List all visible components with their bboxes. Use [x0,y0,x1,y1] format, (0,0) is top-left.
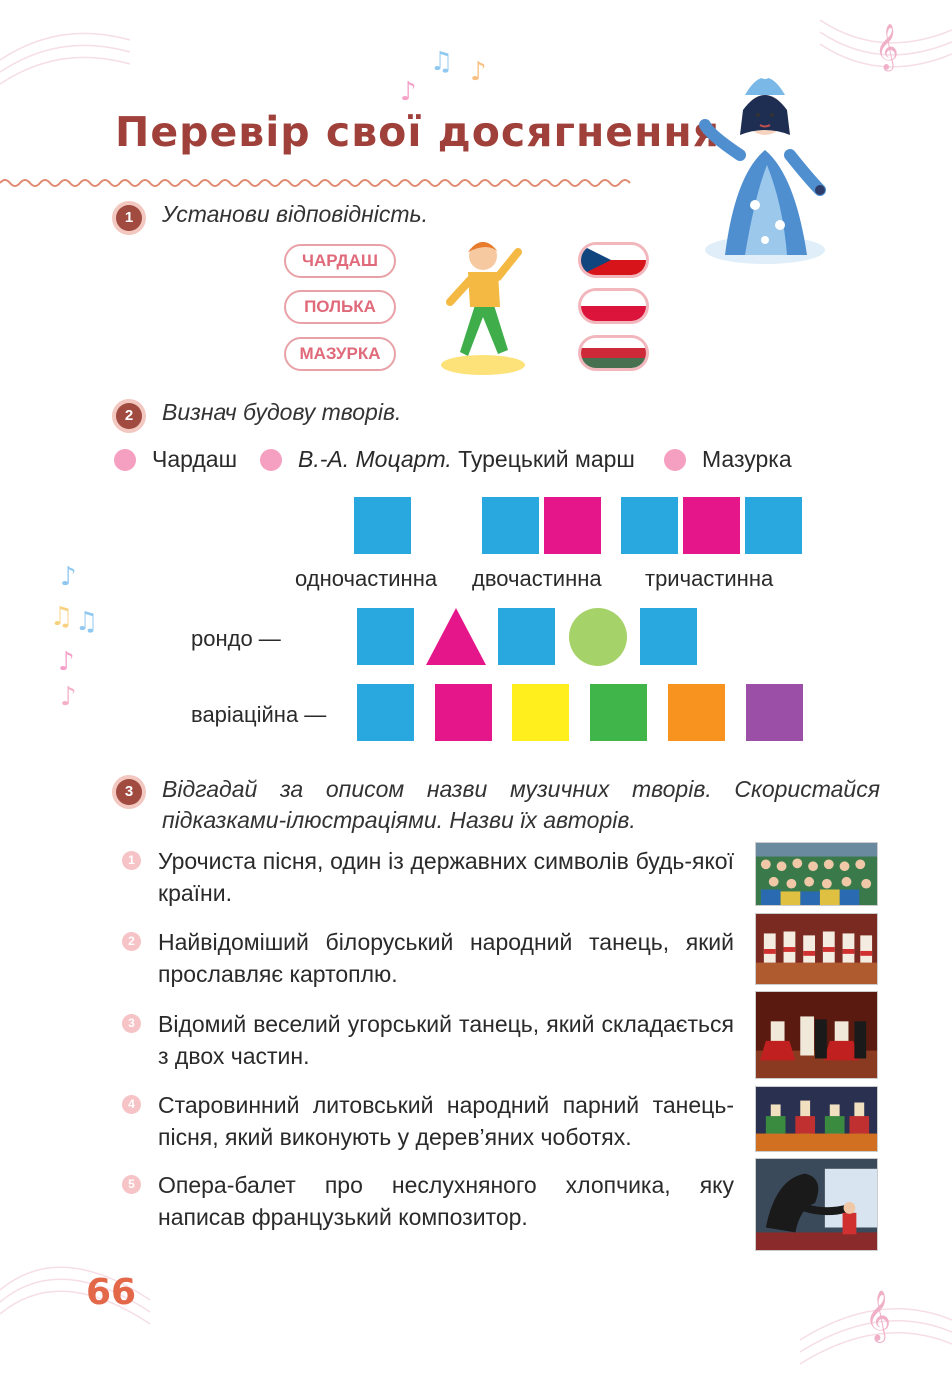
option-bullet [664,449,686,471]
variation-square-1 [357,684,414,741]
option-turkish-march[interactable] [260,446,635,473]
svg-text:𝄞: 𝄞 [865,1290,892,1341]
task-1-number: 1 [116,205,142,231]
variation-square-2 [435,684,492,741]
task-3-number: 3 [116,779,142,805]
task-2-instruction: Визнач будову творів. [162,399,402,425]
item-5-number: 5 [122,1175,141,1194]
svg-text:♪: ♪ [470,57,487,87]
two-part-square-a [482,497,539,554]
photo-chardash-dance [755,991,878,1079]
option-bullet [114,449,136,471]
dance-polka[interactable]: ПОЛЬКА [284,290,396,324]
svg-text:♫: ♫ [50,602,74,632]
one-part-square-a [354,497,411,554]
task-1-instruction: Установи відповідність. [162,201,429,227]
three-part-square-b [683,497,740,554]
item-3-text: Відомий веселий угорський танець, який складається з двох частин. [158,1011,734,1069]
rondo-square-a2 [498,608,555,665]
svg-text:♪: ♪ [400,77,417,107]
svg-text:♫: ♫ [430,47,454,77]
two-part-square-b [544,497,601,554]
svg-text:♪: ♪ [60,562,77,592]
svg-text:𝄞: 𝄞 [875,24,899,70]
svg-text:♫: ♫ [75,607,99,637]
rondo-square-a [357,608,414,665]
snow-queen-illustration [695,55,830,270]
label-rondo: рондо — [191,626,281,651]
flag-poland[interactable] [578,288,649,324]
option-bullet [260,449,282,471]
photo-belarus-dance [755,913,878,985]
item-5-text: Опера-балет про неслухняного хлопчика, яку написав французький композитор. [158,1172,734,1230]
dance-chardash[interactable]: ЧАРДАШ [284,244,396,278]
option-label: Мазурка [702,446,792,472]
label-three-part: тричастинна [645,566,774,591]
option-mazurka[interactable] [664,446,792,473]
item-3-number: 3 [122,1014,141,1033]
option-label: Турецький марш [451,446,635,472]
svg-text:♪: ♪ [58,647,75,677]
photo-lithuanian-dance [755,1086,878,1152]
item-1-text: Урочиста пісня, один із державних символів будь-якої країни. [158,848,734,906]
option-chardash[interactable] [114,446,237,473]
dancer-illustration [438,232,530,377]
label-two-part: двочастинна [472,566,602,591]
title-divider [0,176,640,190]
item-2-number: 2 [122,932,141,951]
flag-czech[interactable] [578,242,649,278]
task-2-number: 2 [116,403,142,429]
item-4-text: Старовинний литовський народний парний танець-пісня, який виконують у дерев’яних чоботях. [158,1092,734,1150]
option-author: В.-А. Моцарт. [298,446,452,472]
rondo-triangle-b [426,608,486,665]
flag-hungary[interactable] [578,335,649,371]
task-3-instruction: Відгадай за описом назви музичних творів. Скористайся підказками-ілюстраціями. Назви їх авторів. [162,776,880,833]
item-1-number: 1 [122,851,141,870]
rondo-square-a3 [640,608,697,665]
variation-square-6 [746,684,803,741]
page-number: 66 [86,1272,137,1313]
variation-square-5 [668,684,725,741]
option-label: Чардаш [152,446,238,472]
item-2-text: Найвідоміший білоруський народний танець, який прославляє картоплю. [158,929,734,987]
photo-opera-ballet [755,1158,878,1251]
three-part-square-a2 [745,497,802,554]
label-one-part: одночастинна [295,566,438,591]
rondo-circle-c [569,608,627,666]
photo-anthem-crowd [755,842,878,906]
svg-text:♪: ♪ [60,682,77,712]
three-part-square-a [621,497,678,554]
item-4-number: 4 [122,1095,141,1114]
variation-square-4 [590,684,647,741]
label-variation: варіаційна — [191,702,327,727]
page-title: Перевір свої досягнення [115,108,721,156]
variation-square-3 [512,684,569,741]
dance-mazurka[interactable]: МАЗУРКА [284,337,396,371]
